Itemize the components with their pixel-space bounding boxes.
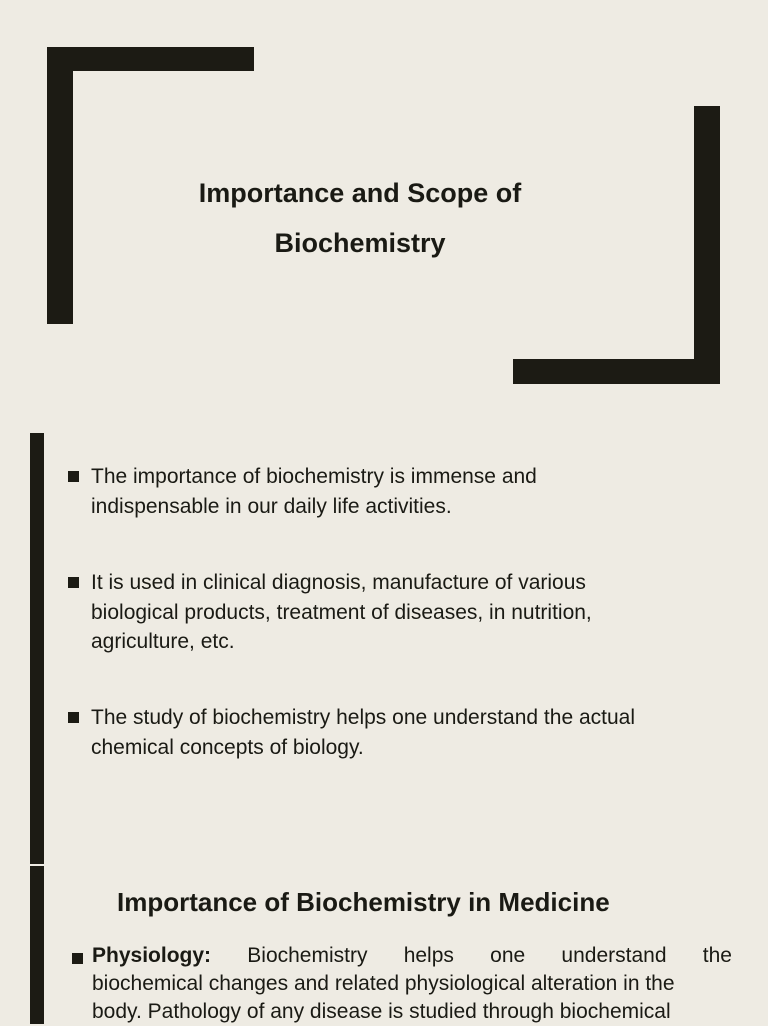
top-left-bracket-vertical	[47, 47, 73, 324]
square-bullet-icon	[68, 577, 79, 588]
slide-title-line-2: Biochemistry	[274, 228, 446, 258]
left-accent-bar-slide-3	[30, 866, 44, 1024]
top-left-bracket-horizontal	[47, 47, 254, 71]
left-accent-bar-slide-2	[30, 433, 44, 864]
slide-title	[150, 168, 570, 268]
slide-title-line-1: Importance and Scope of	[198, 178, 522, 208]
paragraph-line-1-word-4: understand	[561, 944, 667, 967]
bullet-item-3	[68, 703, 708, 762]
paragraph-line-3: body. Pathology of any disease is studied through biochemical	[92, 1000, 671, 1023]
bullet-2-line-3: agriculture, etc.	[91, 630, 235, 653]
paragraph-line-1-word-5: the	[702, 944, 732, 967]
square-bullet-icon	[68, 471, 79, 482]
physiology-term: Physiology:	[92, 944, 212, 967]
paragraph-line-1-word-1: Biochemistry	[247, 944, 368, 967]
square-bullet-icon	[68, 712, 79, 723]
square-bullet-icon	[72, 953, 83, 964]
bullet-item-1	[68, 462, 708, 521]
bullet-2-line-2: biological products, treatment of diseases, in nutrition,	[91, 600, 592, 624]
bullet-1-line-2: indispensable in our daily life activities.	[91, 494, 452, 518]
bullet-3-line-2: chemical concepts of biology.	[91, 735, 364, 759]
section-heading: Importance of Biochemistry in Medicine	[117, 887, 610, 917]
title-slide	[0, 0, 768, 420]
paragraph-line-2: biochemical changes and related physiological alteration in the	[92, 972, 675, 995]
bullet-2-line-1: It is used in clinical diagnosis, manufacture of various	[91, 571, 586, 594]
bottom-right-bracket-vertical	[694, 106, 720, 384]
physiology-paragraph	[92, 942, 732, 1026]
bullet-1-line-1: The importance of biochemistry is immense and	[91, 465, 537, 488]
bullet-3-line-1: The study of biochemistry helps one understand the actual	[91, 706, 635, 729]
paragraph-line-1-word-2: helps	[403, 944, 454, 967]
bullet-item-2	[68, 568, 708, 657]
bottom-right-bracket-horizontal	[513, 359, 720, 384]
paragraph-line-1-word-3: one	[490, 944, 526, 967]
